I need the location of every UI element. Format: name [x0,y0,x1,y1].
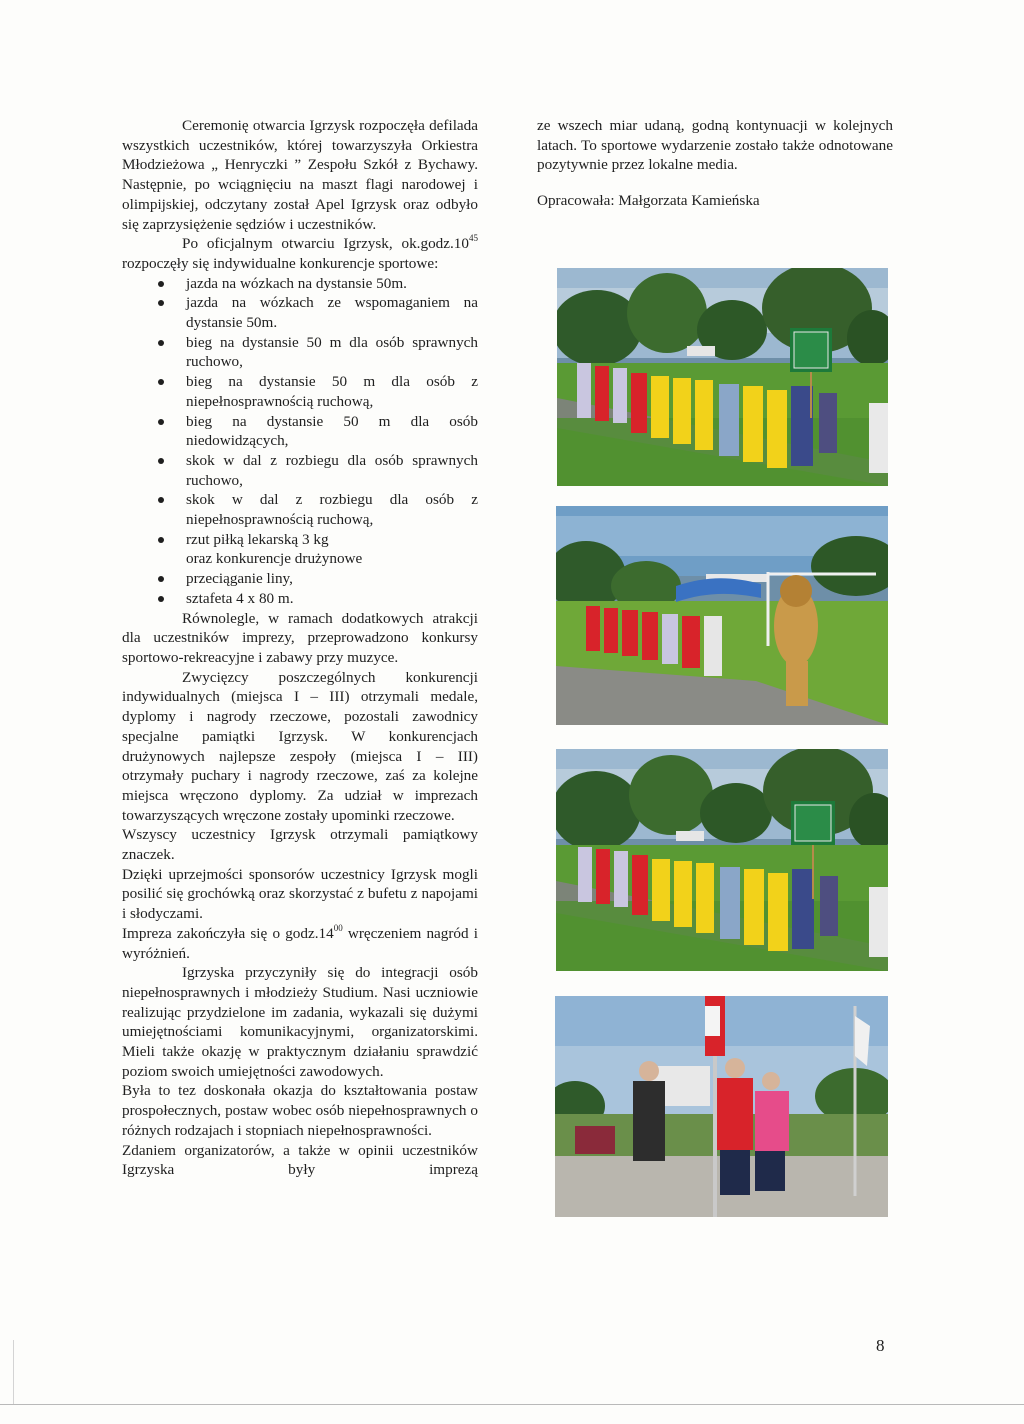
list-item: przeciąganie liny, [186,569,478,589]
list-item: skok w dal z rozbiegu dla osób sprawnych ruchowo, [186,451,478,489]
event-end-paragraph [122,924,478,963]
right-text-column [537,116,893,211]
continuation-paragraph: ze wszech miar udaną, godną kontynuacji w kolejnych latach. To sportowe wydarzenie zostało także odnotowane pozytywnie przez lokalne media. [537,117,893,174]
list-item: bieg na dystansie 50 m dla osób sprawnych ruchowo, [186,333,478,371]
start-time-superscript: 45 [469,233,478,244]
list-item: bieg na dystansie 50 m dla osób niedowidzących, [186,412,478,450]
attitudes-paragraph: Była to tez doskonała okazja do kształtowania postaw prospołecznych, postaw wobec osób niepełnosprawnych o różnych rodzajach i stopniach niepełnosprawności. [122,1082,478,1139]
event-end-text-end: wręczeniem nagród i wyróżnień. [122,924,479,962]
list-item: rzut piłką lekarską 3 kg [186,530,478,550]
parade-photo-3 [556,749,888,971]
competitions-start-text-end: rozpoczęły się indywidualne konkurencje sportowe: [122,254,439,272]
team-competitions-intro: oraz konkurencje drużynowe [186,550,363,568]
integration-paragraph: Igrzyska przyczyniły się do integracji osób niepełnosprawnych i młodzieży Studium. Nasi uczniowie realizując przydzielone im zadania, wykazali się dużymi umiejętnościami komunikacyjnymi, organizatorskimi. Mieli także okazję w praktycznym działaniu sprawdzić poziom swoich umiejętności zawodowych. [122,964,478,1080]
author-credit: Opracowała: Małgorzata Kamieńska [537,192,760,210]
individual-competitions-list [122,274,478,550]
competitions-start-text: Po oficjalnym otwarciu Igrzysk, ok.godz.10 [182,235,469,253]
sponsors-paragraph: Dzięki uprzejmości sponsorów uczestnicy Igrzysk mogli posilić się grochówką oraz skorzystać z bufetu z napojami i słodyczami. [122,865,478,923]
list-item: sztafeta 4 x 80 m. [186,589,478,609]
parade-photo-2 [556,506,888,725]
page-number: 8 [876,1336,885,1355]
list-item: jazda na wózkach ze wspomaganiem na dystansie 50m. [186,294,478,332]
team-competitions-list [122,569,478,608]
winners-paragraph: Zwycięzcy poszczególnych konkurencji indywidualnych (miejsca I – III) otrzymali medale, dyplomy i nagrody rzeczowe, pozostali zawodnicy specjalne pamiątki Igrzysk. W konkurencjach drużynowych najlepsze zespoły (miejsca I – III) otrzymały puchary i nagrody rzeczowe, zaś za kolejne miejsca wręczono dyplomy. Za udział w imprezach towarzyszących wręczone zostały upominki rzeczowe. [122,668,478,824]
badge-paragraph: Wszyscy uczestnicy Igrzysk otrzymali pamiątkowy znaczek. [122,826,478,864]
competitions-start-paragraph [122,234,478,273]
left-text-column [122,116,478,1180]
scan-edge-mark [13,1340,14,1404]
parade-photo-1 [557,268,888,486]
event-end-text: Impreza zakończyła się o godz.14 [122,924,334,942]
list-item: jazda na wózkach na dystansie 50m. [186,274,478,294]
end-time-superscript: 00 [333,922,343,933]
organizers-opinion-paragraph: Zdaniem organizatorów, a także w opinii uczestników Igrzyska były imprezą [122,1141,478,1179]
flag-ceremony-photo [555,996,888,1217]
extra-attractions-paragraph: Równolegle, w ramach dodatkowych atrakcji dla uczestników imprezy, przeprowadzono konkursy sportowo-rekreacyjne i zabawy przy muzyce. [122,609,478,666]
scan-edge-line [0,1404,1024,1405]
list-item: bieg na dystansie 50 m dla osób z niepełnosprawnością ruchową, [186,373,478,410]
list-item: skok w dal z rozbiegu dla osób z niepełnosprawnością ruchową, [186,491,478,529]
opening-ceremony-paragraph: Ceremonię otwarcia Igrzysk rozpoczęła defilada wszystkich uczestników, której towarzyszyła Orkiestra Młodzieżowa „ Henryczki ” Zespołu Szkół z Bychawy. Następnie, po wciągnięciu na maszt flagi narodowej i olimpijskiej, odczytany został Apel Igrzysk oraz odbyło się zaprzysiężenie sędziów i uczestników. [122,117,478,233]
